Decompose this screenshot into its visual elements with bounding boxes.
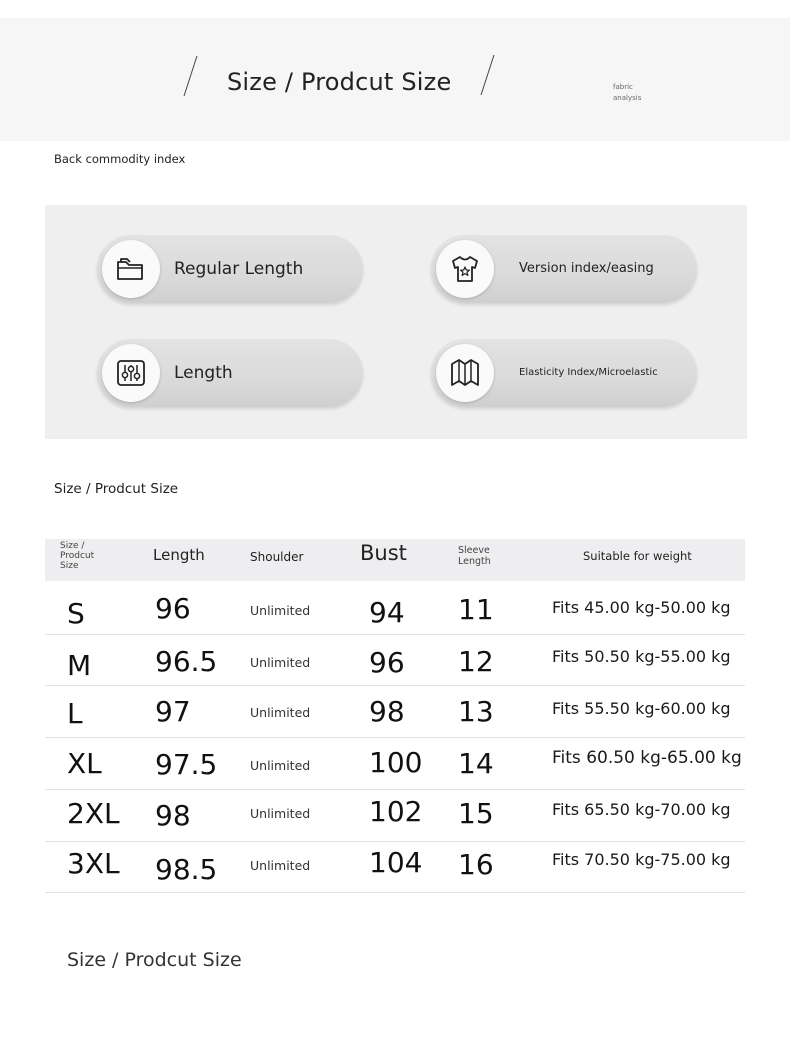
cell-length: 97 (155, 695, 191, 728)
cell-size: M (67, 649, 92, 682)
cell-shoulder: Unlimited (250, 858, 311, 873)
header-band (0, 18, 790, 141)
cell-sleeve: 13 (458, 695, 494, 728)
table-row (45, 789, 745, 842)
cell-sleeve: 16 (458, 848, 494, 881)
table-row (45, 582, 745, 635)
header-sleeve-length: Sleeve Length (458, 545, 491, 567)
cell-bust: 98 (369, 695, 405, 728)
table-row (45, 840, 745, 893)
cell-bust: 96 (369, 646, 405, 679)
index-card-label: Length (174, 363, 233, 383)
cell-weight: Fits 60.50 kg-65.00 kg (552, 748, 742, 768)
cell-length: 96 (155, 592, 191, 625)
index-card-label: Version index/easing (519, 261, 654, 276)
header-suitable-weight: Suitable for weight (583, 549, 692, 563)
fabric-analysis-tag: fabric analysis (613, 83, 642, 102)
table-row (45, 685, 745, 738)
cell-weight: Fits 45.00 kg-50.00 kg (552, 598, 731, 617)
cell-length: 97.5 (155, 748, 218, 781)
back-commodity-index-label: Back commodity index (54, 152, 186, 166)
header-bust: Bust (360, 541, 407, 565)
index-panel (45, 205, 747, 439)
right-slash-divider (481, 55, 495, 95)
cell-shoulder: Unlimited (250, 806, 311, 821)
cell-weight: Fits 50.50 kg-55.00 kg (552, 647, 731, 666)
cell-sleeve: 15 (458, 797, 494, 830)
page-title: Size / Prodcut Size (227, 68, 452, 96)
cell-shoulder: Unlimited (250, 655, 311, 670)
cell-weight: Fits 65.50 kg-70.00 kg (552, 800, 731, 819)
folder-icon (115, 253, 147, 285)
footer-size-title: Size / Prodcut Size (67, 949, 242, 971)
folded-map-icon (449, 357, 481, 389)
index-card-label: Regular Length (174, 259, 304, 279)
table-row (45, 737, 745, 790)
cell-bust: 102 (369, 795, 423, 828)
cell-size: 3XL (67, 847, 120, 880)
cell-shoulder: Unlimited (250, 705, 311, 720)
cell-sleeve: 14 (458, 747, 494, 780)
cell-sleeve: 11 (458, 593, 494, 626)
index-card-label: Elasticity Index/Microelastic (519, 367, 658, 378)
index-card-regular-length (97, 235, 363, 303)
cell-sleeve: 12 (458, 645, 494, 678)
cell-length: 98.5 (155, 853, 218, 886)
size-section-title: Size / Prodcut Size (54, 481, 179, 497)
left-slash-divider (184, 56, 198, 96)
index-card-version-easing (431, 235, 697, 303)
header-shoulder: Shoulder (250, 550, 304, 564)
table-row (45, 633, 745, 686)
cell-size: S (67, 597, 85, 630)
cell-size: 2XL (67, 797, 120, 830)
cell-length: 96.5 (155, 645, 218, 678)
cell-length: 98 (155, 799, 191, 832)
sliders-icon (115, 357, 147, 389)
index-card-length (97, 339, 363, 407)
index-card-elasticity (431, 339, 697, 407)
cell-bust: 100 (369, 746, 423, 779)
cell-shoulder: Unlimited (250, 603, 311, 618)
cell-weight: Fits 55.50 kg-60.00 kg (552, 699, 731, 718)
cell-weight: Fits 70.50 kg-75.00 kg (552, 850, 731, 869)
cell-shoulder: Unlimited (250, 758, 311, 773)
size-table-header (45, 539, 745, 581)
header-size: Size / Prodcut Size (60, 541, 95, 571)
cell-size: XL (67, 747, 102, 780)
cell-size: L (67, 697, 83, 730)
tshirt-icon (449, 253, 481, 285)
cell-bust: 94 (369, 596, 405, 629)
cell-bust: 104 (369, 846, 423, 879)
header-length: Length (153, 546, 205, 564)
